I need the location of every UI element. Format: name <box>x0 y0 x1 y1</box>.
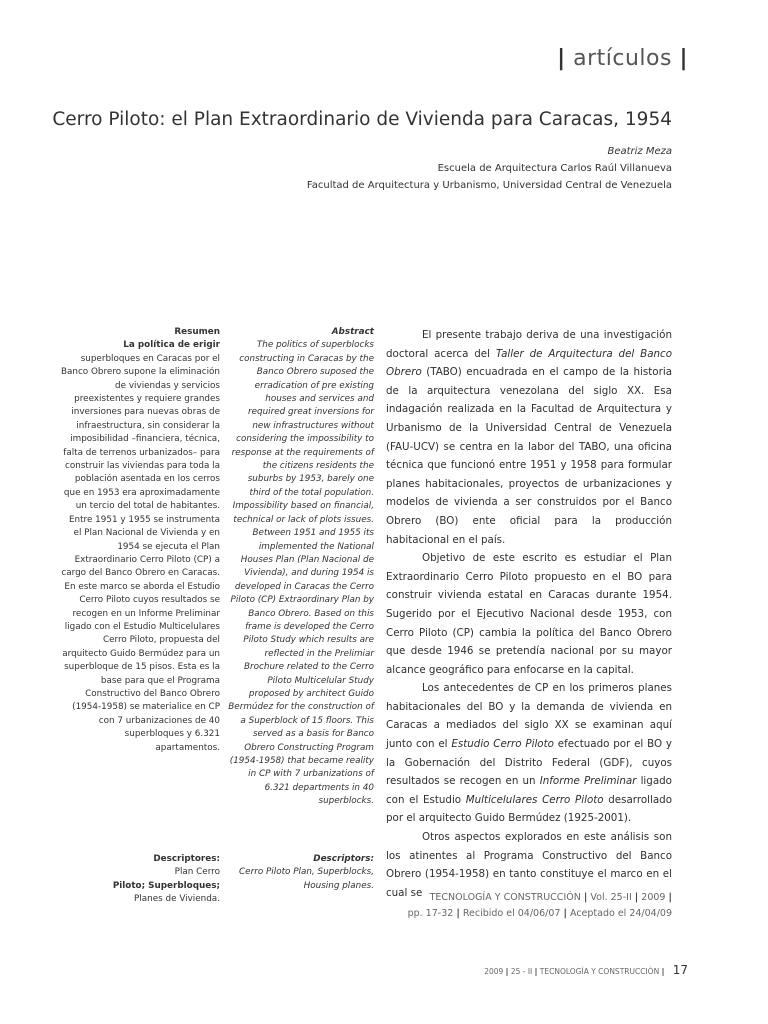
citation-received: Recibido el 04/06/07 <box>462 908 561 919</box>
author-block <box>307 143 672 194</box>
descriptors-line-1: Cerro Piloto Plan, Superblocks, <box>239 867 374 878</box>
descriptores-line-2: Piloto; Superbloques; <box>112 880 220 891</box>
abstract-heading: Abstract <box>331 327 374 337</box>
body-text <box>386 326 672 902</box>
citation-line-2: pp. 17-32 | Recibido el 04/06/07 | Aceptado el 24/04/09 <box>407 908 672 919</box>
page-footer: 2009 | 25 - II | TECNOLOGÍA Y CONSTRUCCIÓN | 17 <box>484 963 688 977</box>
citation-volume: Vol. 25-II <box>590 892 632 903</box>
section-name: artículos <box>573 46 672 71</box>
descriptores-line-3: Planes de Vivienda. <box>134 894 220 905</box>
body-paragraph-4: Otros aspectos explorados en este análisis son los atinentes al Programa Constructivo del Banco Obrero (1954-1958) en tanto constituye el marco en el cual se <box>386 831 672 899</box>
resumen-text: superbloques en Caracas por el Banco Obrero supone la eliminación de viviendas y servicios preexistentes y requiere grandes inversiones para nuevas obras de infraestructura, sin considerar la imposibilidad –financiera, técnica, falta de terrenos urbanizados– para construir las viviendas para toda la población asentada en los cerros que en 1953 era aproximadamente un tercio del total de habitantes. Entre 1951 y 1955 se instrumenta el Plan Nacional de Vivienda y en 1954 se ejecuta el Plan Extraordinario Cerro Piloto (CP) a cargo del Banco Obrero en Caracas. En este marco se aborda el Estudio Cerro Piloto cuyos resultados se recogen en un Informe Preliminar ligado con el Estudio Multicelulares Cerro Piloto, propuesta del arquitecto Guido Bermúdez para un superbloque de 15 pisos. Esta es la base para que el Programa Constructivo del Banco Obrero (1954-1958) se materialice en CP con 7 urbanizaciones de 40 superbloques y 6.321 apartamentos. <box>60 353 220 753</box>
descriptors-line-2: Housing planes. <box>303 880 374 891</box>
citation-line-1: TECNOLOGÍA Y CONSTRUCCIÓN | Vol. 25-II | 2009 | <box>429 892 672 903</box>
citation-pages: pp. 17-32 <box>407 908 454 919</box>
article-title: Cerro Piloto: el Plan Extraordinario de Vivienda para Caracas, 1954 <box>52 109 672 130</box>
author-affiliation-faculty: Facultad de Arquitectura y Urbanismo, Universidad Central de Venezuela <box>306 180 672 191</box>
descriptores-heading: Descriptores: <box>153 854 220 864</box>
author-name: Beatriz Meza <box>607 146 672 157</box>
footer-issue: 25 - II <box>510 967 533 976</box>
descriptores-line-1: Plan Cerro <box>174 867 220 878</box>
descriptors-block <box>228 853 374 893</box>
abstract-text: The politics of superblocks constructing in Caracas by the Banco Obrero suposed the erradication of pre existing houses and services and required great inversions for new infrastructures without considering the impossibility to response at the requirements of the citizens residents the suburbs by 1953, barely one third of the total population. Impossibility based on financial, technical or lack of plots issues. Between 1951 and 1955 its implemented the National Houses Plan (Plan Nacional de Vivienda), and during 1954 is developed in Caracas the Cerro Piloto (CP) Extraordinary Plan by Banco Obrero. Based on this frame is developed the Cerro Piloto Study which results are reflected in the Prelimiar Brochure related to the Cerro Piloto Multicelular Study proposed by architect Guido Bermúdez for the construction of a Superblock of 15 floors. This served as a basis for Banco Obrero Constructing Program (1954-1958) that became reality in CP with 7 urbanizations of 6.321 departments in 40 superblocks. <box>228 340 374 807</box>
citation-journal: TECNOLOGÍA Y CONSTRUCCIÓN <box>429 892 581 903</box>
descriptores-block <box>60 853 220 907</box>
citation-accepted: Aceptado el 24/04/09 <box>569 908 672 919</box>
footer-journal: TECNOLOGÍA Y CONSTRUCCIÓN <box>539 967 660 976</box>
page-number: 17 <box>672 963 688 977</box>
body-paragraph-3: Los antecedentes de CP en los primeros planes habitacionales del BO y la demanda de vivienda en Caracas a mediados del siglo XX se examinan aquí junto con el Estudio Cerro Piloto efectuado por el BO y la Gobernación del Distrito Federal (GDF), cuyos resultados se recogen en un Informe Preliminar ligado con el Estudio Multicelulares Cerro Piloto desarrollado por el arquitecto Guido Bermúdez (1925-2001). <box>386 682 672 825</box>
resumen-heading: Resumen <box>174 327 220 337</box>
author-affiliation-school: Escuela de Arquitectura Carlos Raúl Villanueva <box>437 163 672 174</box>
resumen-column <box>60 326 220 755</box>
footer-year: 2009 <box>484 967 504 976</box>
abstract-column <box>228 326 374 809</box>
body-paragraph-1: El presente trabajo deriva de una investigación doctoral acerca del Taller de Arquitectura del Banco Obrero (TABO) encuadrada en el campo de la historia de la arquitectura venezolana del siglo XX. Esa indagación realizada en la Facultad de Arquitectura y Urbanismo de la Universidad Central de Venezuela (FAU-UCV) se centra en la labor del TABO, una oficina técnica que funcionó entre 1951 y 1958 para formular planes habitacionales, proyectos de urbanizaciones y modelos de vivienda a ser construidos por el Banco Obrero (BO) ente oficial para la producción habitacional en el país. <box>386 329 672 546</box>
descriptors-heading: Descriptors: <box>313 854 374 864</box>
section-label: | artículos | <box>557 46 688 71</box>
resumen-lead: La política de erigir <box>123 340 220 351</box>
citation-block <box>408 890 672 922</box>
citation-year: 2009 <box>641 892 666 903</box>
body-paragraph-2: Objetivo de este escrito es estudiar el Plan Extraordinario Cerro Piloto propuesto en el BO para construir vivienda estatal en Caracas durante 1954. Sugerido por el Ejecutivo Nacional desde 1953, con Cerro Piloto (CP) cambia la política del Banco Obrero que desde 1946 se pretendía nacional por su mayor alcance geográfico para enfocarse en la capital. <box>386 552 672 676</box>
